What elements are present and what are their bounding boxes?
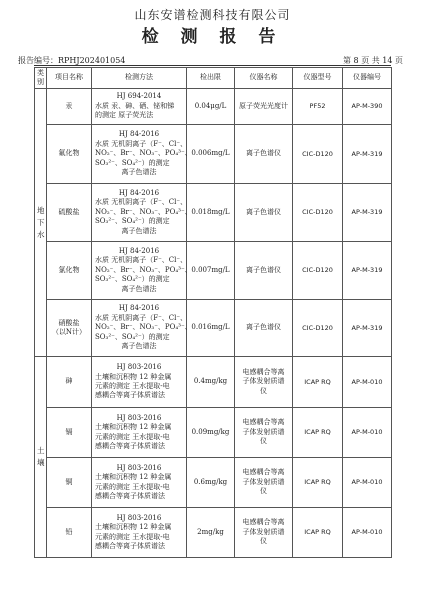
instrument-id-cell: AP-M-390 [343, 89, 392, 125]
test-methods-table [34, 67, 392, 558]
detection-limit-cell: 0.016mg/L [187, 300, 235, 357]
instrument-model-cell: CIC-D120 [293, 300, 343, 357]
method-cell: HJ 803-2016 土壤和沉积物 12 种金属 元素的测定 王水提取-电 感耦合等离子体质谱法 [92, 458, 187, 508]
table-row [35, 242, 392, 300]
header-rule [34, 65, 391, 66]
method-cell: HJ 803-2016 土壤和沉积物 12 种金属 元素的测定 王水提取-电 感耦合等离子体质谱法 [92, 408, 187, 458]
instrument-model-cell: ICAP RQ [293, 458, 343, 508]
instrument-model-cell: CIC-D120 [293, 242, 343, 300]
instrument-model-cell: ICAP RQ [293, 508, 343, 558]
instrument-name-cell: 电感耦合等离 子体发射质谱 仪 [235, 408, 293, 458]
table-row [35, 357, 392, 408]
table-row [35, 408, 392, 458]
col-header-instrument-id: 仪器编号 [343, 68, 392, 89]
col-header-category: 类别 [35, 68, 47, 89]
report-number: 报告编号：RPHJ202401054 [18, 56, 126, 65]
col-header-instrument-model: 仪器型号 [293, 68, 343, 89]
item-cell: 铅 [47, 508, 92, 558]
method-cell: HJ 84-2016 水质 无机阴离子（F⁻、Cl⁻、 NO₂⁻、Br⁻、NO₃⁻、PO₄³⁻、 SO₃²⁻、SO₄²⁻）的测定 离子色谱法 [92, 300, 187, 357]
instrument-name-cell: 电感耦合等离 子体发射质谱 仪 [235, 357, 293, 408]
instrument-id-cell: AP-M-010 [343, 508, 392, 558]
item-cell: 氟化物 [47, 125, 92, 184]
instrument-model-cell: CIC-D120 [293, 125, 343, 184]
detection-limit-cell: 0.04μg/L [187, 89, 235, 125]
detection-limit-cell: 0.007mg/L [187, 242, 235, 300]
table-row [35, 125, 392, 184]
method-cell: HJ 84-2016 水质 无机阴离子（F⁻、Cl⁻、 NO₂⁻、Br⁻、NO₃⁻、PO₄³⁻、 SO₃²⁻、SO₄²⁻）的测定 离子色谱法 [92, 125, 187, 184]
detection-limit-cell: 0.006mg/L [187, 125, 235, 184]
instrument-name-cell: 原子荧光光度计 [235, 89, 293, 125]
category-cell: 土壤 [35, 357, 47, 558]
instrument-id-cell: AP-M-010 [343, 408, 392, 458]
table-row [35, 508, 392, 558]
page-number: 第 8 页 共 14 页 [343, 56, 403, 65]
instrument-name-cell: 离子色谱仪 [235, 300, 293, 357]
item-cell: 氯化物 [47, 242, 92, 300]
method-cell: HJ 803-2016 土壤和沉积物 12 种金属 元素的测定 王水提取-电 感耦合等离子体质谱法 [92, 508, 187, 558]
instrument-name-cell: 离子色谱仪 [235, 242, 293, 300]
category-cell: 地下水 [35, 89, 47, 357]
document-title: 检 测 报 告 [141, 27, 284, 47]
item-cell: 铜 [47, 458, 92, 508]
instrument-name-cell: 离子色谱仪 [235, 184, 293, 242]
col-header-method: 检测方法 [92, 68, 187, 89]
table-header-row [35, 68, 392, 89]
method-cell: HJ 84-2016 水质 无机阴离子（F⁻、Cl⁻、 NO₂⁻、Br⁻、NO₃⁻、PO₄³⁻、 SO₃²⁻、SO₄²⁻）的测定 离子色谱法 [92, 242, 187, 300]
instrument-model-cell: PF52 [293, 89, 343, 125]
instrument-model-cell: ICAP RQ [293, 357, 343, 408]
detection-limit-cell: 0.09mg/kg [187, 408, 235, 458]
table-row [35, 184, 392, 242]
instrument-model-cell: CIC-D120 [293, 184, 343, 242]
table-row [35, 89, 392, 125]
item-cell: 汞 [47, 89, 92, 125]
col-header-detection-limit: 检出限 [187, 68, 235, 89]
method-cell: HJ 694-2014 水质 汞、砷、硒、铋和锑 的测定 原子荧光法 [92, 89, 187, 125]
item-cell: 砷 [47, 357, 92, 408]
detection-limit-cell: 0.6mg/kg [187, 458, 235, 508]
instrument-id-cell: AP-M-319 [343, 184, 392, 242]
company-name: 山东安谱检测科技有限公司 [134, 8, 291, 22]
instrument-name-cell: 电感耦合等离 子体发射质谱 仪 [235, 458, 293, 508]
detection-limit-cell: 0.018mg/L [187, 184, 235, 242]
instrument-name-cell: 离子色谱仪 [235, 125, 293, 184]
instrument-id-cell: AP-M-319 [343, 242, 392, 300]
item-cell: 硝酸盐 （以N计） [47, 300, 92, 357]
table-row [35, 458, 392, 508]
instrument-model-cell: ICAP RQ [293, 408, 343, 458]
method-cell: HJ 84-2016 水质 无机阴离子（F⁻、Cl⁻、 NO₂⁻、Br⁻、NO₃⁻、PO₄³⁻、 SO₃²⁻、SO₄²⁻）的测定 离子色谱法 [92, 184, 187, 242]
method-cell: HJ 803-2016 土壤和沉积物 12 种金属 元素的测定 王水提取-电 感耦合等离子体质谱法 [92, 357, 187, 408]
instrument-id-cell: AP-M-010 [343, 458, 392, 508]
table-row [35, 300, 392, 357]
instrument-id-cell: AP-M-319 [343, 300, 392, 357]
item-cell: 镉 [47, 408, 92, 458]
instrument-name-cell: 电感耦合等离 子体发射质谱 仪 [235, 508, 293, 558]
col-header-instrument-name: 仪器名称 [235, 68, 293, 89]
detection-limit-cell: 0.4mg/kg [187, 357, 235, 408]
detection-limit-cell: 2mg/kg [187, 508, 235, 558]
item-cell: 硫酸盐 [47, 184, 92, 242]
instrument-id-cell: AP-M-010 [343, 357, 392, 408]
col-header-item: 项目名称 [47, 68, 92, 89]
instrument-id-cell: AP-M-319 [343, 125, 392, 184]
